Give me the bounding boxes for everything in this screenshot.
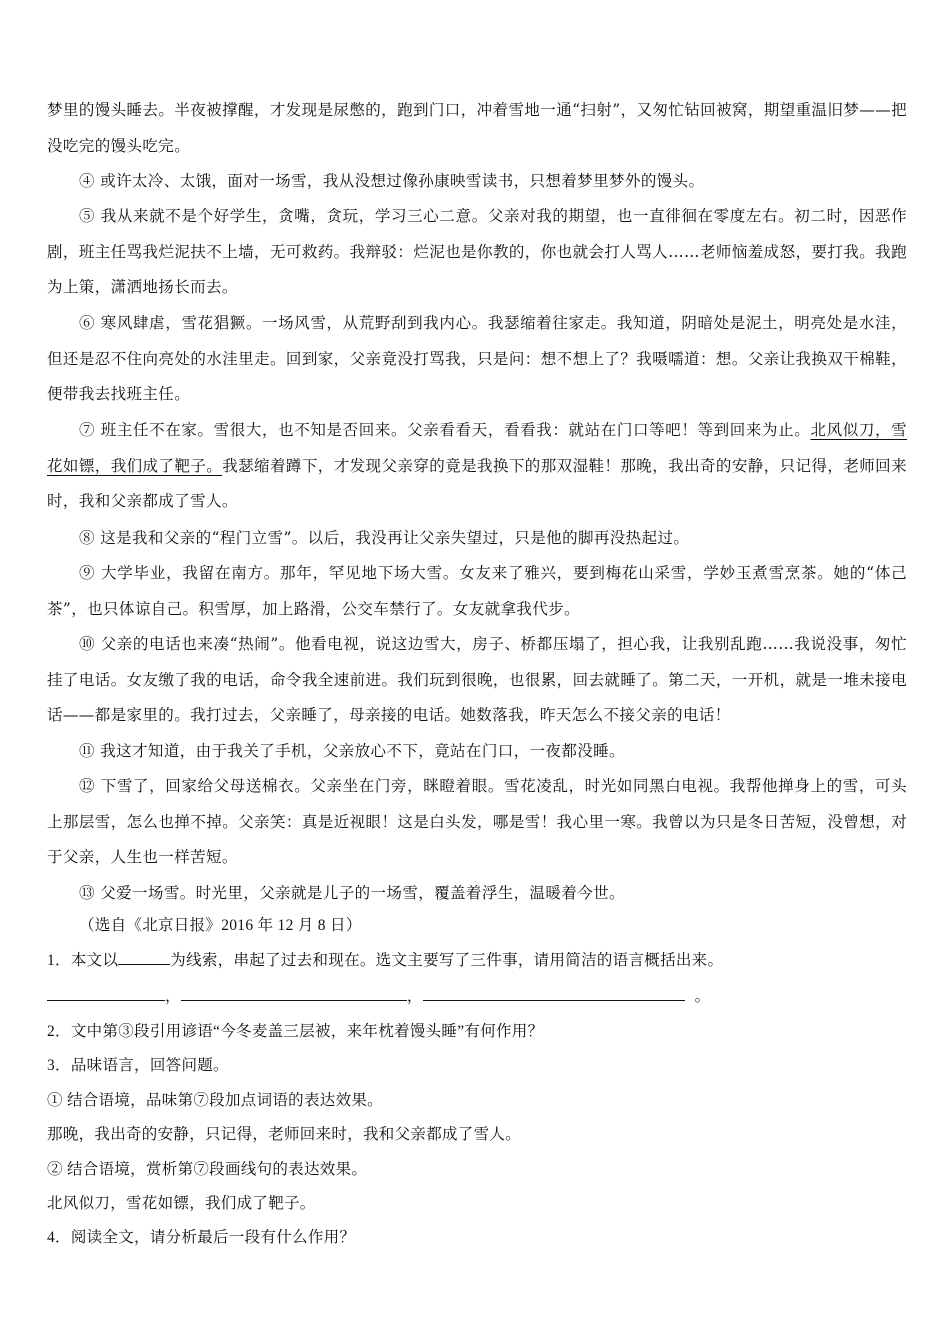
paragraph-3-continued: 梦里的馒头睡去。半夜被撑醒，才发现是尿憋的，跑到门口，冲着雪地一通“扫射”，又匆忙钻回被窝，期望重温旧梦——把没吃完的馒头吃完。 [47,101,907,155]
question-1-text-b: 为线索，串起了过去和现在。选文主要写了三件事，请用简洁的语言概括出来。 [170,952,724,969]
question-1-text-a: 1．本文以 [47,952,119,969]
paragraph-7-text-a: ⑦ 班主任不在家。雪很大，也不知是否回来。父亲看看天，看看我：就站在门口等吧！等到回来为止。 [79,421,811,439]
paragraph-13: ⑬ 父爱一场雪。时光里，父亲就是儿子的一场雪，覆盖着浮生，温暖着今世。 [79,884,625,902]
paragraph-7-text-b: 我瑟缩着蹲下，才发现父亲穿的竟是我换下的那双湿鞋！那晚，我出奇的安静，只记得，老师回来时，我和父亲都成了雪人。 [47,456,908,510]
separator: ， [406,988,423,1005]
paragraph-8: ⑧ 这是我和父亲的“程门立雪”。以后，我没再让父亲失望过，只是他的脚再没热起过。 [79,529,690,547]
paragraph-5: ⑤ 我从来就不是个好学生，贪嘴，贪玩，学习三心二意。父亲对我的期望，也一直徘徊在零度左右。初二时，因恶作剧，班主任骂我烂泥扶不上墙，无可救药。我辩驳：烂泥也是你教的，你也就会打人骂人……老师恼羞成怒，要打我。我跑为上策，潇洒地扬长而去。 [47,207,907,296]
article-source: （选自《北京日报》2016 年 12 月 8 日） [79,917,362,934]
paragraph-12: ⑫ 下雪了，回家给父母送棉衣。父亲坐在门旁，眯瞪着眼。雪花凌乱，时光如同黑白电视。我帮他掸身上的雪，可头上那层雪，怎么也掸不掉。父亲笑：真是近视眼！这是白头发，哪是雪！我心里一寒。我曾以为只是冬日苦短，没曾想，对于父亲，人生也一样苦短。 [47,777,907,866]
question-3: 3．品味语言，回答问题。 [47,1057,229,1074]
question-4: 4．阅读全文，请分析最后一段有什么作用？ [47,1229,356,1246]
paragraph-6: ⑥ 寒风肆虐，雪花猖獗。一场风雪，从荒野刮到我内心。我瑟缩着往家走。我知道，阴暗处是泥土，明亮处是水洼，但还是忍不住向亮处的水洼里走。回到家，父亲竟没打骂我，只是问：想不想上了？我嗫嚅道：想。父亲让我换双干棉鞋，便带我去找班主任。 [47,314,907,403]
answer-blank-3[interactable] [423,999,685,1001]
paragraph-11: ⑪ 我这才知道，由于我关了手机，父亲放心不下，竟站在门口，一夜都没睡。 [79,742,625,760]
question-2: 2．文中第③段引用谚语“今冬麦盖三层被，来年枕着馒头睡”有何作用？ [47,1023,544,1040]
paragraph-4: ④ 或许太冷、太饿，面对一场雪，我从没想过像孙康映雪读书，只想着梦里梦外的馒头。 [79,172,705,190]
paragraph-10: ⑩ 父亲的电话也来凑“热闹”。他看电视，说这边雪大，房子、桥都压塌了，担心我，让我别乱跑……我说没事，匆忙挂了电话。女友缴了我的电话，命令我全速前进。我们玩到很晚，也很累，回去就睡了。第二天，一开机，就是一堆未接电话——都是家里的。我打过去，父亲睡了，母亲接的电话。她数落我，昨天怎么不接父亲的电话！ [47,635,907,724]
question-3-part-1-quote: 那晚，我出奇的安静，只记得，老师回来时，我和父亲都成了雪人。 [47,1126,522,1143]
answer-blank-1[interactable] [47,999,165,1001]
answer-blank[interactable] [118,963,170,965]
question-3-part-2: ② 结合语境，赏析第⑦段画线句的表达效果。 [47,1161,368,1178]
paragraph-7 [47,413,907,520]
question-1 [47,944,907,978]
period: 。 [694,988,711,1005]
answer-blank-2[interactable] [181,999,407,1001]
underlined-sentence: 北风似刀，雪花如镖，我们成了靶子。 [47,421,907,475]
separator: ， [165,988,181,1005]
question-3-part-1: ① 结合语境，品味第⑦段加点词语的表达效果。 [47,1092,383,1109]
question-3-part-2-quote: 北风似刀，雪花如镖，我们成了靶子。 [47,1195,316,1212]
question-1-answer-line [47,980,907,1014]
paragraph-9: ⑨ 大学毕业，我留在南方。那年，罕见地下场大雪。女友来了雅兴，要到梅花山采雪，学妙玉煮雪烹茶。她的“体己茶”，也只体谅自己。积雪厚，加上路滑，公交车禁行了。女友就拿我代步。 [47,564,907,618]
